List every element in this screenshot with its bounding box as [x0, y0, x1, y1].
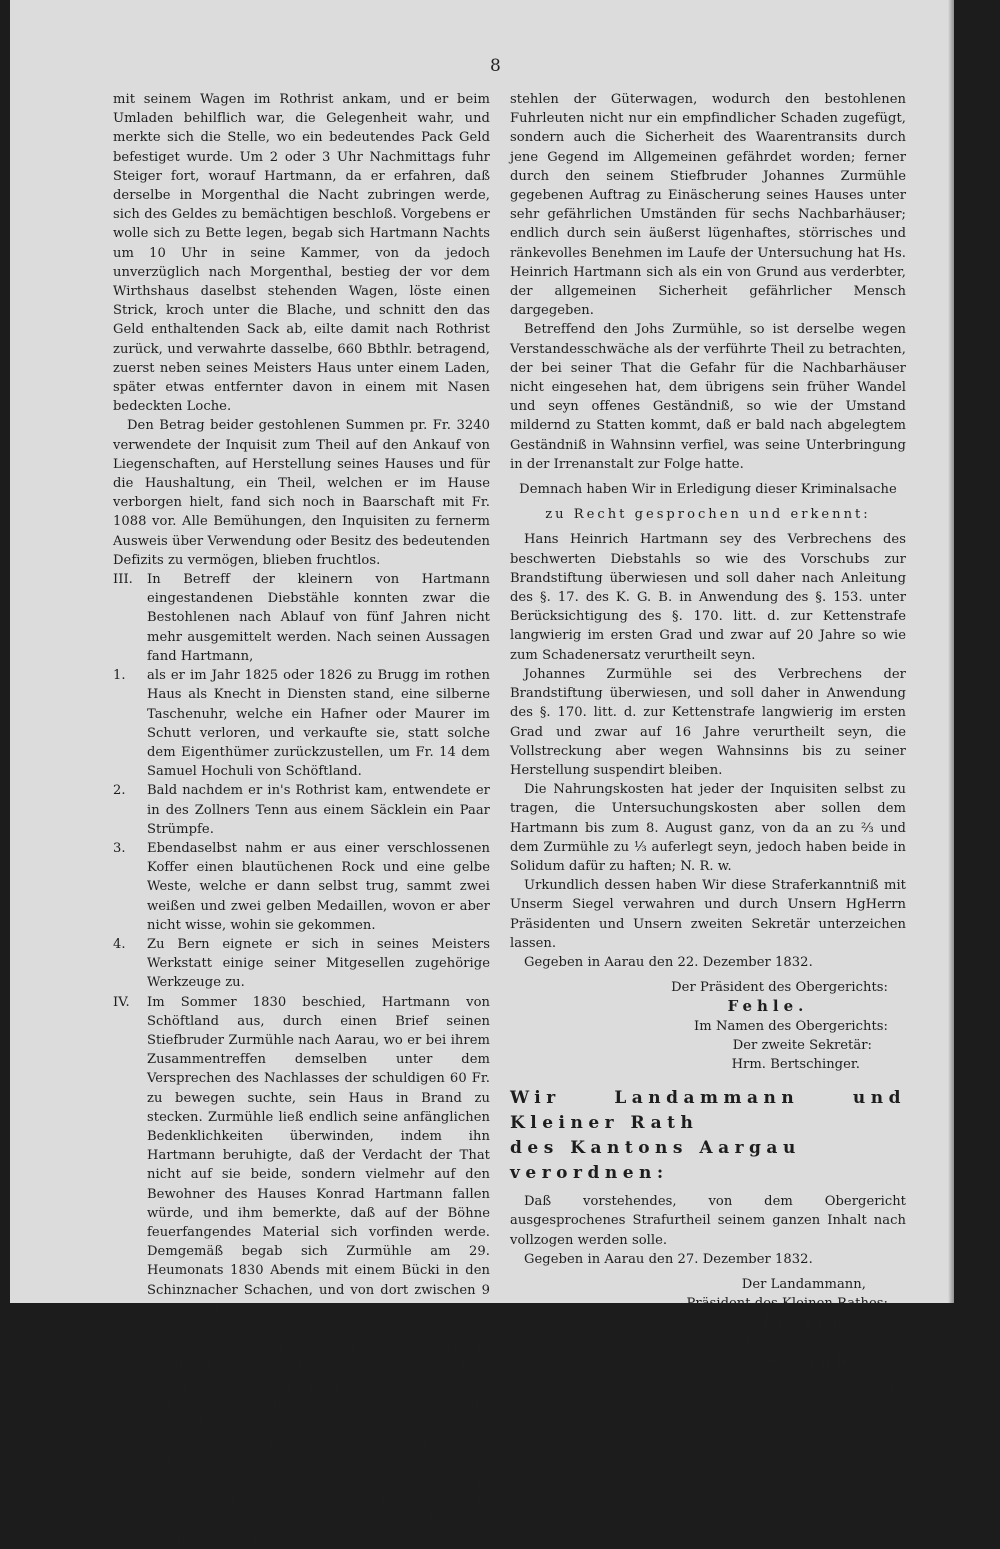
council-heading: Wir Landammann und Kleiner Rath — [510, 1088, 906, 1134]
document-page — [10, 0, 954, 1548]
signature-staatsschreiber-title: Der Staatsschreiber: — [745, 1334, 884, 1350]
paragraph-vollzug: Daß vorstehendes, von dem Obergericht ausgesprochenes Strafurtheil seinem ganzen Inhalt nach vollzogen werden solle. — [510, 1194, 906, 1248]
date-line-1: Gegeben in Aarau den 22. Dezember 1832. — [524, 954, 813, 970]
list-item-text: Bald nachdem er in's Rothrist kam, entwendete er in des Zollners Tenn aus einem Säcklein ein Paar Strümpfe. — [147, 783, 490, 837]
list-item-number: 2. — [113, 783, 126, 799]
paragraph-zurmuehle: Betreffend den Johs Zurmühle, so ist derselbe wegen Verstandesschwäche als der verführte Theil zu betrachten, der bei seiner That die Gefahr für die Nachbarhäuser nicht eingesehen hat, dem übrigens sein früher Wandel und seyn offenes Geständniß, so wie der Umstand mildernd zu Statten kommt, daß er bald nach abgelegtem Geständniß in Wahnsinn verfiel, was seine Unterbringung in der Irrenanstalt zur Folge hatte. — [510, 322, 906, 472]
verdict-heading: zu Recht gesprochen und erkennt: — [545, 507, 871, 523]
list-item-number: 4. — [113, 936, 126, 952]
left-column — [113, 90, 490, 1549]
footer-row — [510, 1373, 906, 1398]
council-subheading: des Kantons Aargau — [510, 1138, 801, 1159]
signature-namen: Im Namen des Obergerichts: — [694, 1018, 888, 1034]
list-item-number: 1. — [113, 668, 126, 684]
verdict-hartmann: Hans Heinrich Hartmann sey des Verbrechens des beschwerten Diebstahls so wie des Vorschubs zur Brandstiftung überwiesen und soll daher nach Anleitung des §. 17. des K. G. B. in Anwendung des §. 153. unter Berücksichtigung des §. 170. litt. d. zur Kettenstrafe langwierig im ersten Grad und zwar auf 20 Jahre so wie zum Schadenersatz verurtheilt seyn. — [510, 532, 906, 663]
signature-president-title: Der Präsident des Obergerichts: — [671, 980, 888, 996]
list-item — [113, 666, 490, 781]
signature-secretary-name: Hrm. Bertschinger. — [731, 1056, 860, 1072]
section-3-label: III. — [113, 572, 133, 588]
section-4 — [113, 993, 490, 1549]
paragraph-urkundlich: Urkundlich dessen haben Wir diese Straferkanntniß mit Unserm Siegel verwahren und durch Unsern HgHerrn Präsidenten und Unsern zweiten Sekretär unterzeichen lassen. — [510, 878, 906, 951]
list-item-text: Zu Bern eignete er sich in seines Meisters Werkstatt einige seiner Mitgesellen zugehörige Werkzeuge zu. — [147, 936, 490, 991]
section-3 — [113, 570, 490, 666]
footer-auftrag: Aus Auftrag bekannt gemacht — [510, 1374, 711, 1390]
section-3-text: In Betreff der kleinern von Hartmann eingestandenen Diebstähle konnten zwar die Bestohlenen nach Ablauf von fünf Jahren nicht mehr ausgemittelt werden. Nach seinen Aussagen fand Hartmann, — [147, 572, 490, 664]
signature-landammann-name: Fetzer. — [762, 1313, 854, 1332]
list-item-number: 3. — [113, 840, 126, 856]
verdict-zurmuehle: Johannes Zurmühle sei des Verbrechens der Brandstiftung überwiesen, und soll daher in Anwendung des §. 170. litt. d. zur Kettenstrafe langwierig im ersten Grad und zwar auf 16 Jahre verurtheilt seyn, die Vollstreckung aber wegen Wahnsinns bis zu seiner Herstellung suspendirt bleiben. — [510, 666, 906, 778]
list-item — [113, 935, 490, 993]
signature-landammann-title: Der Landammann, — [741, 1276, 866, 1292]
list-item-text: als er im Jahr 1825 oder 1826 zu Brugg im rothen Haus als Knecht in Diensten stand, eine silberne Taschenuhr, welche ein Hafner oder Maurer im Schutt verloren, und verkaufte sie, statt solche dem Eigenthümer zurückzustellen, um Fr. 14 dem Samuel Hochuli von Schöftland. — [147, 668, 490, 780]
date-line-2: Gegeben in Aarau den 27. Dezember 1832. — [524, 1251, 813, 1267]
paragraph-betrag: Den Betrag beider gestohlenen Summen pr. Fr. 3240 verwendete der Inquisit zum Theil auf den Ankauf von Liegenschaften, auf Herstellung seines Hauses und für die Haushaltung, ein Theil, welchen er im Hause verborgen hielt, fand sich noch in Baarschaft mit Fr. 1088 vor. Alle Bemühungen, den Inquisiten zu fernerm Ausweis über Verwendung oder Besitz des bedeutenden Defizits zu vermögen, blieben fruchtlos. — [113, 418, 490, 568]
list-item — [113, 839, 490, 935]
list-item-text: Ebendaselbst nahm er aus einer verschlossenen Koffer einen blautüchenen Rock und eine gelbe Weste, welche er dann selbst trug, sammt zwei weißen und zwei gelben Medaillen, wovon er aber nicht wisse, wohin sie gekommen. — [147, 840, 490, 933]
paragraph-kosten: Die Nahrungskosten hat jeder der Inquisiten selbst zu tragen, die Untersuchungskosten aber sollen dem Hartmann bis zum 8. August ganz, von da an zu ⅔ und dem Zurmühle zu ⅓ auferlegt seyn, jedoch haben beide in Solidum dafür zu haften; N. R. w. — [510, 782, 906, 874]
signature-secretary-title: Der zweite Sekretär: — [732, 1037, 872, 1053]
paragraph-continuation: stehlen der Güterwagen, wodurch den bestohlenen Fuhrleuten nicht nur ein empfindlicher Schaden zugefügt, sondern auch die Sicherheit des Waarentransits durch jene Gegend im Allgemeinen gefährdet worden; ferner durch den seinem Stiefbruder Johannes Zurmühle gegebenen Auftrag zu Einäscherung seines Hauses unter sehr gefährlichen Umständen für sechs Nachbarhäuser; endlich durch sein äußerst lügenhaftes, störrisches und ränkevolles Benehmen im Laufe der Untersuchung hat Hs. Heinrich Hartmann sich als ein von Grund aus verderbter, der allgemeinen Sicherheit gefährlicher Mensch dargegeben. — [510, 92, 906, 319]
section-4-label: IV. — [113, 994, 130, 1010]
council-verordnen: verordnen: — [510, 1163, 669, 1184]
signature-president-name: Fehle. — [727, 997, 809, 1016]
signature-staatsschreiber-name: Strauß. — [764, 1351, 862, 1370]
paragraph-intro: mit seinem Wagen im Rothrist ankam, und er beim Umladen behilflich war, die Gelegenheit wahr, und merkte sich die Stelle, wo ein bedeutendes Pack Geld befestiget wurde. Um 2 oder 3 Uhr Nachmittags fuhr Steiger fort, worauf Hartmann, da er erfahren, daß derselbe in Morgenthal die Nacht zubringen werde, sich des Geldes zu bemächtigen beschloß. Vorgebens er wolle sich zu Bette legen, begab sich Hartmann Nachts um 10 Uhr in seine Kammer, von da jedoch unverzüglich nach Morgenthal, bestieg der vor dem Wirthshaus daselbst stehenden Wagen, löste einen Strick, kroch unter die Blache, und schnitt den das Geld enthaltenden Sack ab, eilte damit nach Rothrist zurück, und verwahrte dasselbe, 660 Bbthlr. betragend, zuerst neben seines Meisters Haus unter einem Laden, später etwas entfernter davon in einem mit Nasen bedeckten Loche. — [113, 92, 490, 415]
list-item — [113, 781, 490, 839]
right-column — [510, 90, 906, 1398]
signature-landammann-subtitle: Präsident des Kleinen Rathes: — [686, 1296, 888, 1312]
page-number: 8 — [490, 56, 501, 76]
section-4-text: Im Sommer 1830 beschied, Hartmann von Schöftland aus, durch einen Brief seinen Stiefbruder Zurmühle nach Aarau, wo er bei ihrem Zusammentreffen demselben unter dem Versprechen des Nachlasses der schuldigen 60 Fr. zu bewegen suchte, sein Haus in Brand zu stecken. Zurmühle ließ endlich seine anfänglichen Bedenklichkeiten überwinden, indem ihn Hartmann beruhigte, daß der Verdacht der That nicht auf sie beide, sondern vielmehr auf den Bewohner des Hauses Konrad Hartmann fallen würde, und ihm bemerkte, daß auf der Böhne feuerfangendes Material sich vorfinden werde. Demgemäß begab sich Zurmühle am 29. Heumonats 1830 Abends mit einem Bücki in den Schinznacher Schachen, und von dort zwischen 9 und 10 Uhr, nach Villnachern, gelangte daselbst durch das unverschlossene Hinterthürlein in die Scheuer des fraglichen Hauses, und warf ein Büschelchen Schwefelholz mit daran gebundenem brennendem Zunder in die Ecke der Böhne, worauf er sich entfernte. Zwischen 1 und 2 Uhr brach das Feuer in lichte Flammen aus, wurde aber durch schnell geleistete Hülfe im Entstehen gedämpft, ansonst sechs nahe stehende Strohhäuser in große Gefahr gerathen wären, und es zeigten sich, wie der richterliche Augenschein darthat, bedeutende Brandmahle. Durch dieses zweimalige arglistige Be- — [147, 994, 490, 1548]
paragraph-demnach: Demnach haben Wir in Erledigung dieser Kriminalsache — [519, 482, 897, 498]
footer-kanzlei: Kanzlei Aargau. — [791, 1380, 898, 1396]
